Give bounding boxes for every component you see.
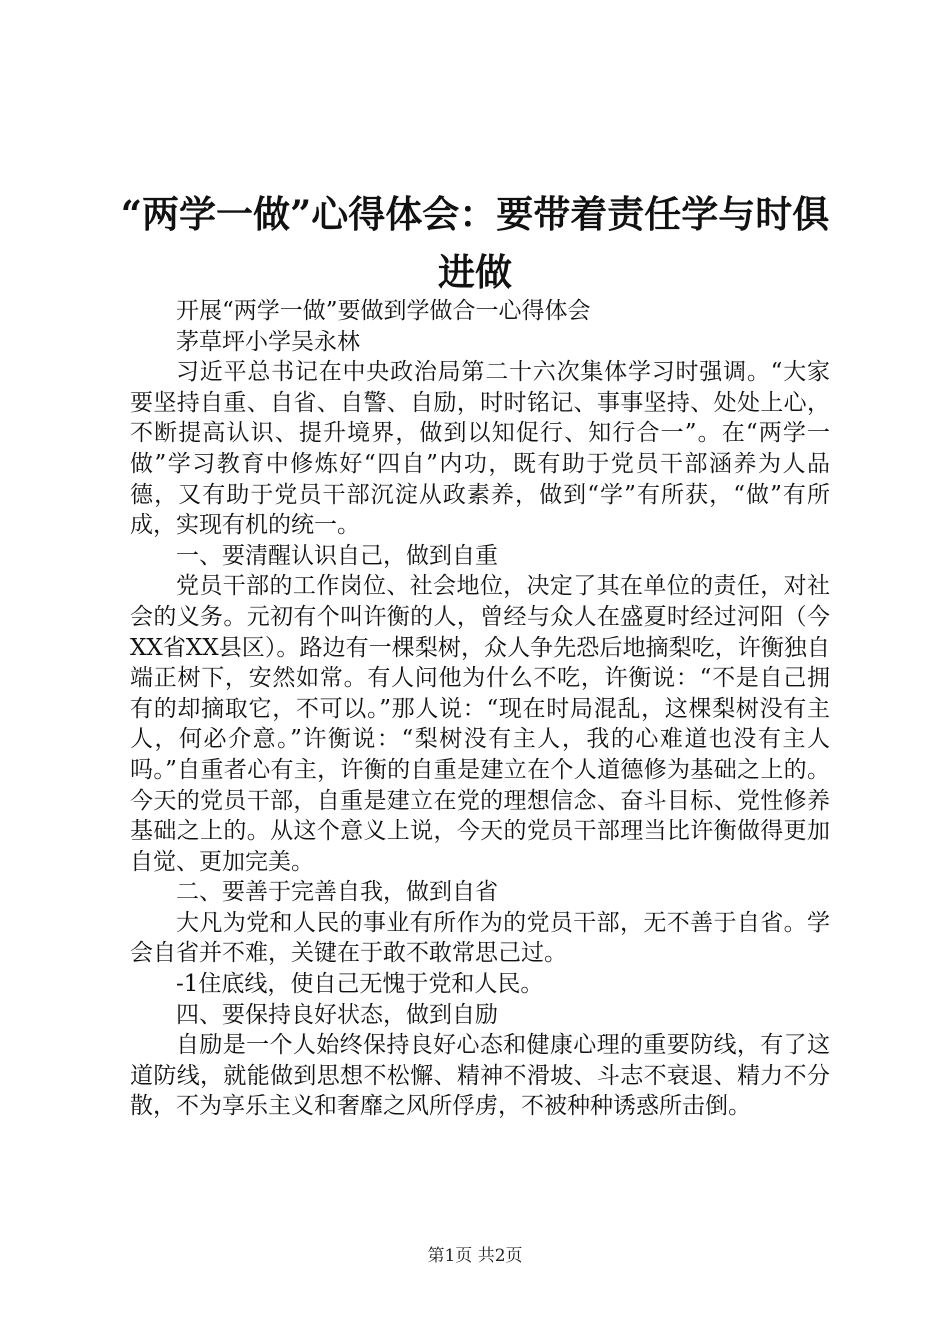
section-heading-4: 四、要保持良好状态，做到自励 [176, 1001, 498, 1028]
document-title: “两学一做”心得体会：要带着责任学与时俱进做 [120, 192, 830, 294]
paragraph-author: 茅草坪小学吴永林 [176, 328, 360, 355]
section-heading-1: 一、要清醒认识自己，做到自重 [176, 542, 498, 569]
page-number-footer: 第1页 共2页 [427, 1246, 523, 1266]
section-heading-2: 二、要善于完善自我，做到自省 [176, 879, 498, 906]
paragraph-fragment: -1住底线，使自己无愧于党和人民。 [176, 971, 544, 998]
paragraph-section-2: 大凡为党和人民的事业有所作为的党员干部，无不善于自省。学会自省并不难，关键在于敢不敢常思己过。 [130, 909, 830, 967]
paragraph-subtitle: 开展“两学一做”要做到学做合一心得体会 [176, 298, 591, 324]
paragraph-intro: 习近平总书记在中央政治局第二十六次集体学习时强调。“大家要坚持自重、自省、自警、自励，时时铭记、事事坚持、处处上心，不断提高认识、提升境界，做到以知促行、知行合一”。在“两学一做”学习教育中修炼好“四自”内功，既有助于党员干部涵养为人品德，又有助于党员干部沉淀从政素养，做到“学”有所获，“做”有所成，实现有机的统一。 [130, 359, 830, 539]
document-body [130, 296, 830, 1122]
paragraph-section-4: 自励是一个人始终保持良好心态和健康心理的重要防线，有了这道防线，就能做到思想不松懈、精神不滑坡、斗志不衰退、精力不分散，不为享乐主义和奢靡之风所俘虏，不被种种诱惑所击倒。 [130, 1032, 830, 1120]
paragraph-section-1: 党员干部的工作岗位、社会地位，决定了其在单位的责任，对社会的义务。元初有个叫许衡的人，曾经与众人在盛夏时经过河阳（今XX省XX县区）。路边有一棵梨树，众人争先恐后地摘梨吃，许衡独自端正树下，安然如常。有人问他为什么不吃，许衡说：“不是自己拥有的却摘取它，不可以。”那人说：“现在时局混乱，这棵梨树没有主人，何必介意。”许衡说：“梨树没有主人，我的心难道也没有主人吗。”自重者心有主，许衡的自重是建立在个人道德修为基础之上的。今天的党员干部，自重是建立在党的理想信念、奋斗目标、党性修养基础之上的。从这个意义上说，今天的党员干部理当比许衡做得更加自觉、更加完美。 [130, 573, 830, 875]
